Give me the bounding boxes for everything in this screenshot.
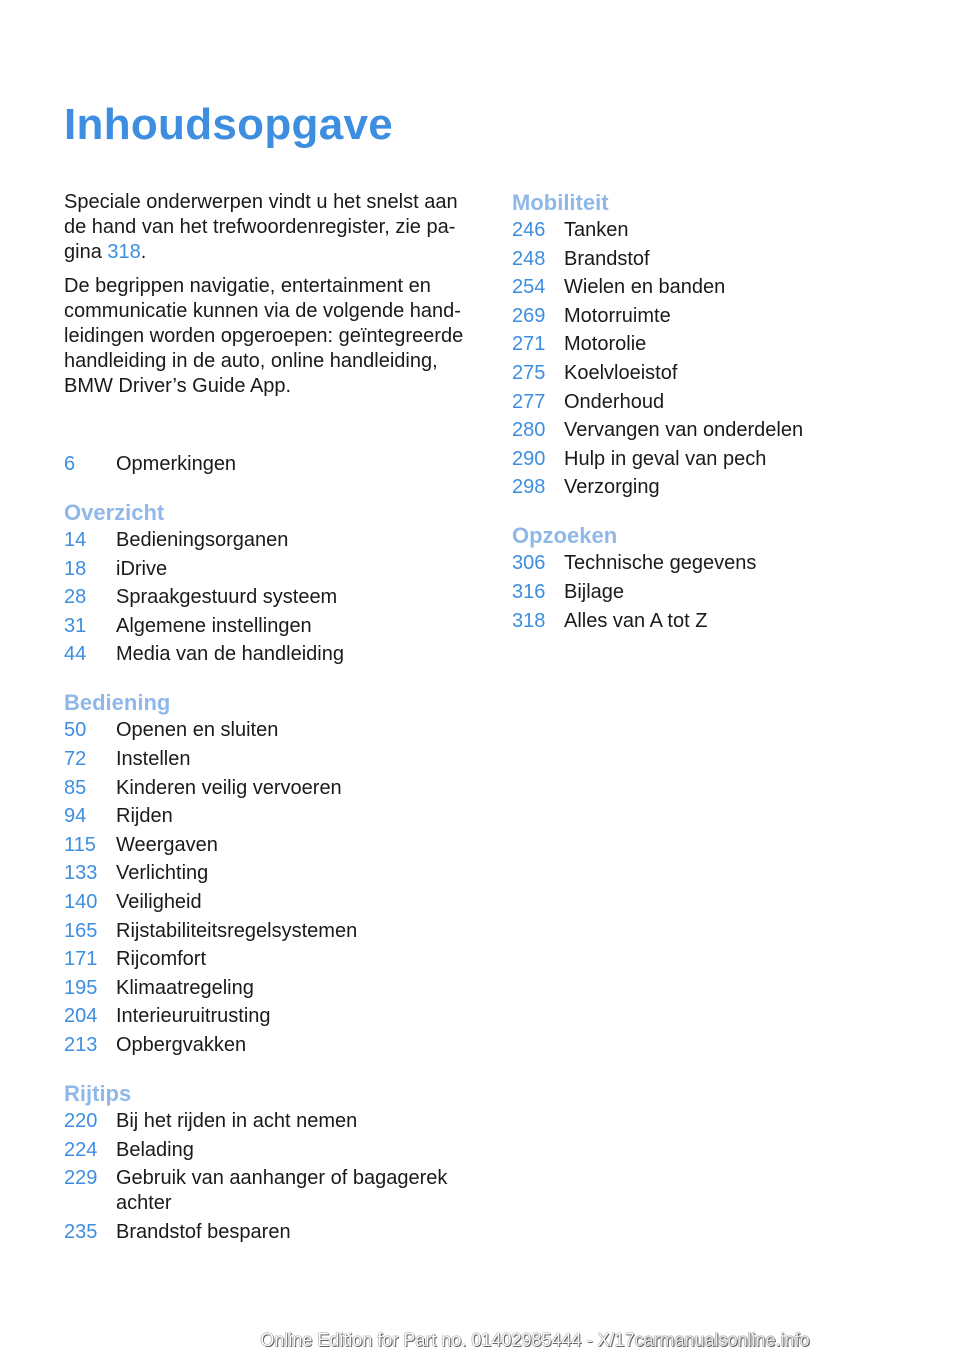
toc-page-number[interactable]: 31	[64, 614, 87, 637]
section-title[interactable]: Rijtips	[64, 1080, 132, 1106]
toc-entry[interactable]	[64, 718, 474, 743]
toc-entry-label: Opmerkingen	[116, 453, 237, 475]
toc-entry-label: Rijstabiliteitsregelsystemen	[116, 919, 358, 942]
toc-page-number[interactable]: 18	[64, 557, 87, 580]
toc-entry[interactable]	[512, 551, 922, 576]
toc-right-column	[512, 189, 922, 656]
toc-page-number[interactable]: 6	[64, 453, 76, 475]
toc-entry[interactable]	[64, 585, 474, 610]
toc-page-number[interactable]: 280	[512, 419, 546, 442]
intro	[64, 190, 474, 408]
toc-page-number[interactable]: 44	[64, 643, 87, 666]
toc-entry[interactable]	[64, 890, 474, 915]
toc-entry[interactable]	[512, 247, 922, 272]
toc-page-number[interactable]: 171	[64, 948, 98, 971]
toc-page-number[interactable]: 85	[64, 776, 87, 799]
toc-entry[interactable]	[64, 1109, 474, 1134]
toc-entry[interactable]	[512, 361, 922, 386]
toc-section-opzoeken	[512, 522, 922, 633]
toc-page-number[interactable]: 14	[64, 529, 87, 551]
toc-page-number[interactable]: 195	[64, 976, 98, 999]
toc-entry[interactable]	[512, 275, 922, 300]
toc-section-rijtips	[64, 1080, 474, 1245]
toc-page-number[interactable]: 204	[64, 1005, 98, 1028]
intro-text-1-end: .	[140, 241, 147, 263]
toc-page-number[interactable]: 246	[512, 219, 546, 241]
toc-entry-label: Bedieningsorganen	[116, 529, 289, 551]
toc-entry[interactable]	[512, 418, 922, 443]
toc-entry[interactable]	[64, 947, 474, 972]
toc-entry[interactable]	[512, 304, 922, 329]
toc-page-number[interactable]: 213	[64, 1033, 98, 1056]
toc-page-number[interactable]: 235	[64, 1220, 98, 1243]
toc-entry-label: Verlichting	[116, 862, 209, 885]
footer-edition: Online Edition for Part no. 01402985444 - X/17	[260, 1330, 635, 1350]
toc-page-number[interactable]: 306	[512, 552, 546, 575]
toc-entry[interactable]	[64, 1220, 474, 1245]
toc-entry[interactable]	[64, 557, 474, 582]
toc-entry[interactable]	[512, 475, 922, 500]
toc-entry[interactable]	[512, 218, 922, 243]
section-title[interactable]: Bediening	[64, 690, 171, 716]
toc-entry[interactable]	[512, 580, 922, 605]
toc-entry-label: Verzorging	[564, 476, 660, 499]
toc-page-number[interactable]: 133	[64, 862, 98, 885]
toc-entry[interactable]	[64, 1166, 474, 1216]
toc-entry[interactable]	[512, 609, 922, 634]
toc-entry-label: Vervangen van onderdelen	[564, 419, 804, 442]
toc-page-number[interactable]: 271	[512, 333, 546, 356]
toc-page-number[interactable]: 28	[64, 586, 87, 609]
toc-page-number[interactable]: 316	[512, 580, 546, 603]
toc-entry[interactable]	[64, 452, 474, 477]
toc-entry-label: Veiligheid	[116, 890, 202, 913]
toc-page-number[interactable]: 269	[512, 304, 546, 327]
intro-text-1: Speciale onderwerpen vindt u het snelst aan de hand van het trefwoordenregister, zie pa-gina	[64, 191, 458, 263]
toc-entry-label: Klimaatregeling	[116, 976, 254, 999]
toc-right-sections	[512, 189, 922, 634]
section-title[interactable]: Mobiliteit	[512, 190, 609, 215]
toc-first-entry-group	[64, 452, 474, 477]
toc-page-number[interactable]: 248	[512, 247, 546, 270]
toc-entry[interactable]	[512, 390, 922, 415]
toc-entry-label: Bij het rijden in acht nemen	[116, 1109, 358, 1132]
toc-entry-label: Weergaven	[116, 833, 218, 856]
toc-entry-label: Tanken	[564, 219, 629, 241]
toc-page-number[interactable]: 50	[64, 719, 87, 742]
toc-page-number[interactable]: 72	[64, 747, 87, 770]
toc-section-overzicht	[64, 499, 474, 667]
toc-entry-label: Brandstof	[564, 247, 650, 270]
toc-entry-label: Rijcomfort	[116, 948, 207, 971]
toc-page-number[interactable]: 277	[512, 390, 546, 413]
toc-entry[interactable]	[512, 447, 922, 472]
toc-entry-label: Motorruimte	[564, 304, 671, 327]
footer-watermark: carmanualsonline.info	[634, 1330, 810, 1350]
toc-entry-label: Media van de handleiding	[116, 643, 344, 666]
toc-section-bediening	[64, 689, 474, 1058]
toc-left-sections	[64, 499, 474, 1245]
toc-entry[interactable]	[64, 1004, 474, 1029]
toc-entry-label: Spraakgestuurd systeem	[116, 586, 338, 609]
toc-entry[interactable]	[64, 1138, 474, 1163]
toc-page-number[interactable]: 115	[64, 833, 96, 856]
toc-entry[interactable]	[64, 1033, 474, 1058]
toc-entry-label: Motorolie	[564, 333, 647, 356]
toc-page-number[interactable]: 254	[512, 276, 546, 299]
toc-entry-label: Opbergvakken	[116, 1033, 247, 1056]
toc-entry-label: Onderhoud	[564, 390, 665, 413]
toc-entry[interactable]	[512, 332, 922, 357]
toc-section-mobiliteit	[512, 189, 922, 500]
toc-entry-label: Rijden	[116, 805, 173, 828]
toc-entry[interactable]	[64, 919, 474, 944]
toc-entry-label: Bijlage	[564, 580, 625, 603]
page-title: Inhoudsopgave	[64, 100, 394, 149]
toc-entry[interactable]	[64, 833, 474, 858]
toc-entry[interactable]	[64, 747, 474, 772]
toc-entry-label: Brandstof besparen	[116, 1220, 291, 1243]
toc-entry-label: Wielen en banden	[564, 276, 726, 299]
toc-entry-label: Instellen	[116, 747, 191, 770]
toc-entry-label: Algemene instellingen	[116, 614, 312, 637]
footer	[0, 1330, 960, 1351]
toc-entry-label: Belading	[116, 1138, 194, 1161]
toc-entry[interactable]	[64, 614, 474, 639]
intro-paragraph-2: De begrippen navigatie, entertainment en communicatie kunnen via de volgende hand-leidingen worden opgeroepen: geïntegreerde handleiding in de auto, online handleiding, BMW Driver’s Guide App.	[64, 275, 464, 397]
toc-entry-label: Technische gegevens	[564, 552, 757, 575]
toc-entry[interactable]	[64, 861, 474, 886]
toc-entry-label: Kinderen veilig vervoeren	[116, 776, 342, 799]
toc-page-number[interactable]: 220	[64, 1109, 98, 1132]
toc-page-number[interactable]: 165	[64, 919, 98, 942]
toc-page-number[interactable]: 229	[64, 1167, 98, 1190]
toc-page-number[interactable]: 275	[512, 361, 546, 384]
toc-entry-label: Alles van A tot Z	[564, 609, 708, 632]
index-page-link[interactable]: 318	[107, 241, 141, 263]
toc-page-number[interactable]: 290	[512, 447, 546, 470]
toc-entry-label: Gebruik van aanhanger of bagagerek achter	[116, 1167, 448, 1215]
toc-left-column	[64, 452, 474, 1267]
toc-entry-label: Interieuruitrusting	[116, 1005, 271, 1028]
toc-page-number[interactable]: 140	[64, 890, 98, 913]
toc-entry-label: Openen en sluiten	[116, 719, 279, 742]
toc-entry[interactable]	[64, 528, 474, 553]
toc-page-number[interactable]: 94	[64, 805, 87, 828]
section-title[interactable]: Overzicht	[64, 500, 165, 525]
toc-entry-label: Hulp in geval van pech	[564, 447, 767, 470]
section-title[interactable]: Opzoeken	[512, 523, 618, 549]
toc-page-number[interactable]: 318	[512, 609, 546, 632]
intro-paragraph-1	[64, 190, 474, 265]
toc-entry[interactable]	[64, 804, 474, 829]
toc-page-number[interactable]: 298	[512, 476, 546, 499]
toc-entry-label: Koelvloeistof	[564, 361, 678, 384]
toc-page-number[interactable]: 224	[64, 1138, 98, 1161]
toc-entry[interactable]	[64, 642, 474, 667]
toc-entry-label: iDrive	[116, 557, 168, 580]
toc-entry[interactable]	[64, 976, 474, 1001]
toc-entry[interactable]	[64, 776, 474, 801]
